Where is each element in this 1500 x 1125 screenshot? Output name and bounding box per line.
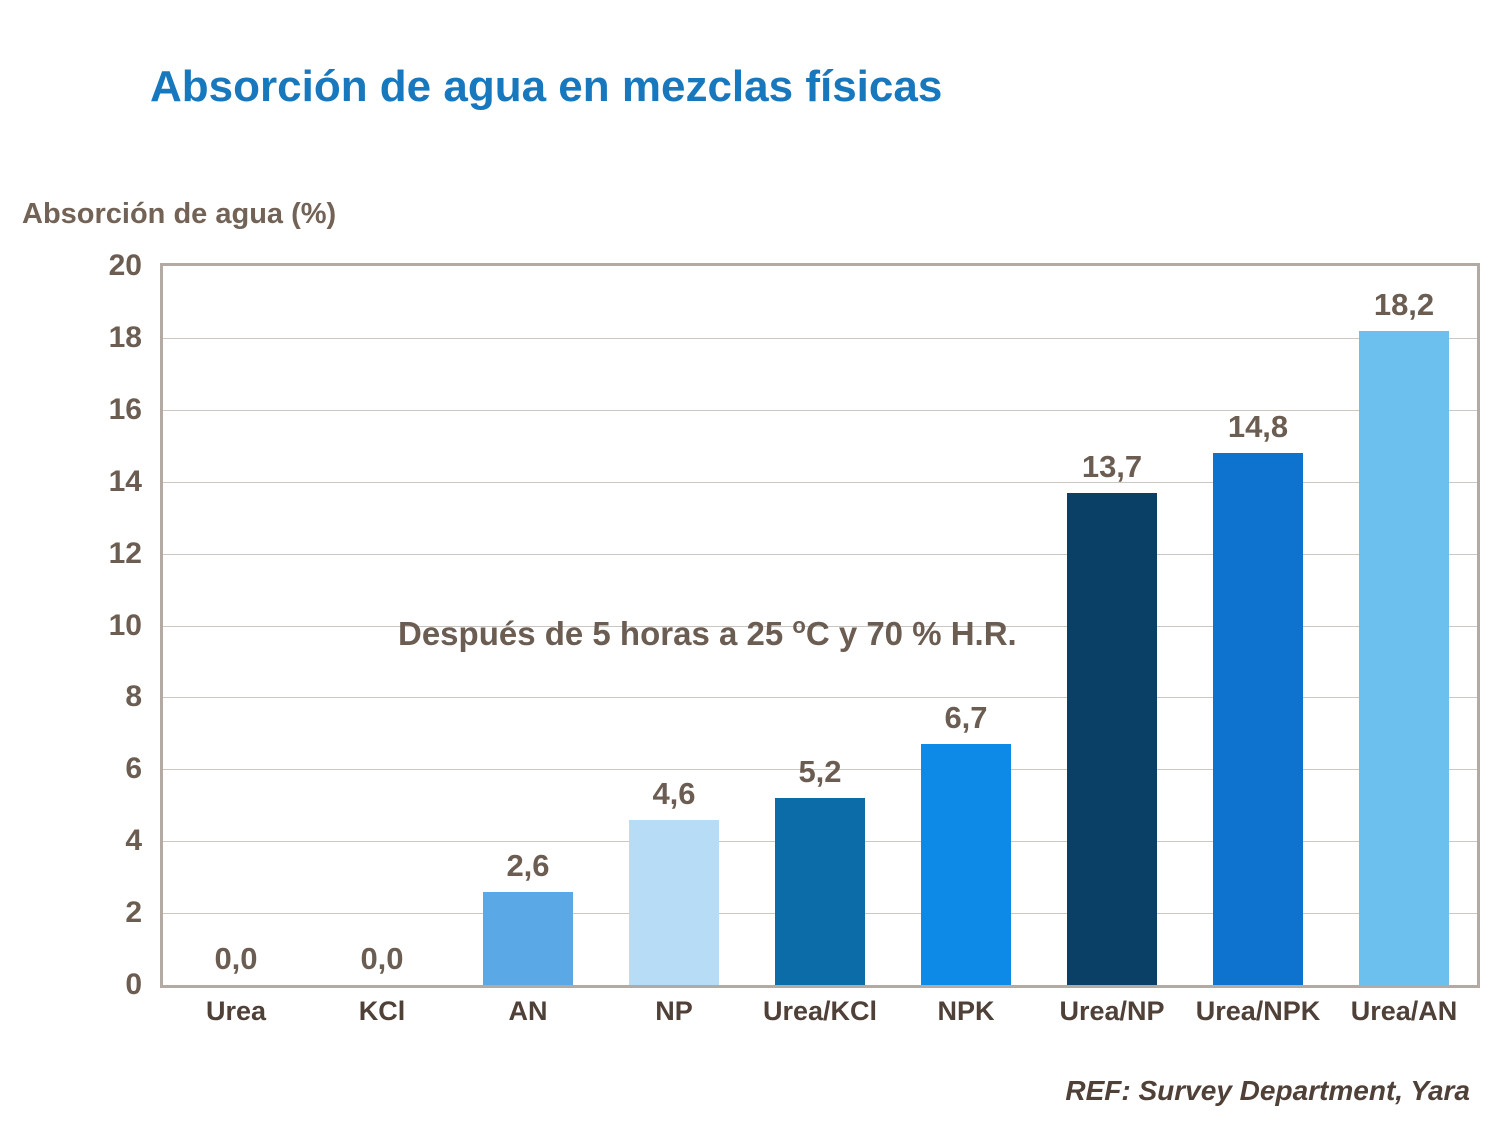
y-tick-label: 20 xyxy=(108,249,142,282)
x-tick-label: NPK xyxy=(937,996,995,1026)
bar-value-label: 4,6 xyxy=(652,775,696,811)
y-tick-label: 2 xyxy=(125,896,142,930)
page-title: Absorción de agua en mezclas físicas xyxy=(150,62,943,111)
y-tick-label: 6 xyxy=(125,752,142,786)
annotation-degree-symbol: o xyxy=(792,613,806,638)
y-axis-label: Absorción de agua (%) xyxy=(22,198,337,230)
bar-value-label: 0,0 xyxy=(214,941,258,976)
x-tick-label: KCl xyxy=(358,996,406,1026)
x-tick-label: Urea/KCl xyxy=(762,996,878,1026)
annotation-suffix: C y 70 % H.R. xyxy=(805,615,1017,652)
x-tick-label: Urea/AN xyxy=(1350,996,1458,1026)
bar xyxy=(921,744,1012,985)
bar xyxy=(1359,331,1450,985)
bar-value-label: 13,7 xyxy=(1081,448,1143,484)
gridline xyxy=(163,338,1477,339)
y-tick-label: 18 xyxy=(108,320,142,354)
reference-note: REF: Survey Department, Yara xyxy=(1065,1075,1470,1106)
bar xyxy=(1213,453,1304,985)
y-tick-label: 0 xyxy=(125,968,142,1001)
x-tick-label: NP xyxy=(655,996,693,1026)
x-tick-label: Urea xyxy=(205,996,267,1026)
bar xyxy=(1067,493,1158,986)
bar xyxy=(483,892,574,985)
y-tick-label: 16 xyxy=(108,392,142,426)
y-tick-label: 4 xyxy=(125,824,142,858)
bar xyxy=(629,820,720,985)
y-tick-label: 12 xyxy=(108,536,142,570)
y-tick-label: 10 xyxy=(108,608,142,642)
x-tick-label: AN xyxy=(508,996,548,1026)
plot-area xyxy=(160,263,1480,988)
bar-value-label: 5,2 xyxy=(798,754,842,790)
chart-annotation xyxy=(398,613,1017,653)
bar-value-label: 6,7 xyxy=(944,700,988,736)
x-tick-label: Urea/NP xyxy=(1059,996,1165,1026)
y-tick-label: 14 xyxy=(108,464,142,498)
bar-value-label: 2,6 xyxy=(506,847,550,883)
annotation-prefix: Después de 5 horas a 25 xyxy=(398,615,793,652)
bar xyxy=(775,798,866,985)
bar-value-label: 14,8 xyxy=(1227,408,1289,444)
x-tick-label: Urea/NPK xyxy=(1195,996,1321,1026)
bar-value-label: 0,0 xyxy=(360,941,404,976)
y-tick-label: 8 xyxy=(125,680,142,714)
bar-value-label: 18,2 xyxy=(1373,286,1435,322)
